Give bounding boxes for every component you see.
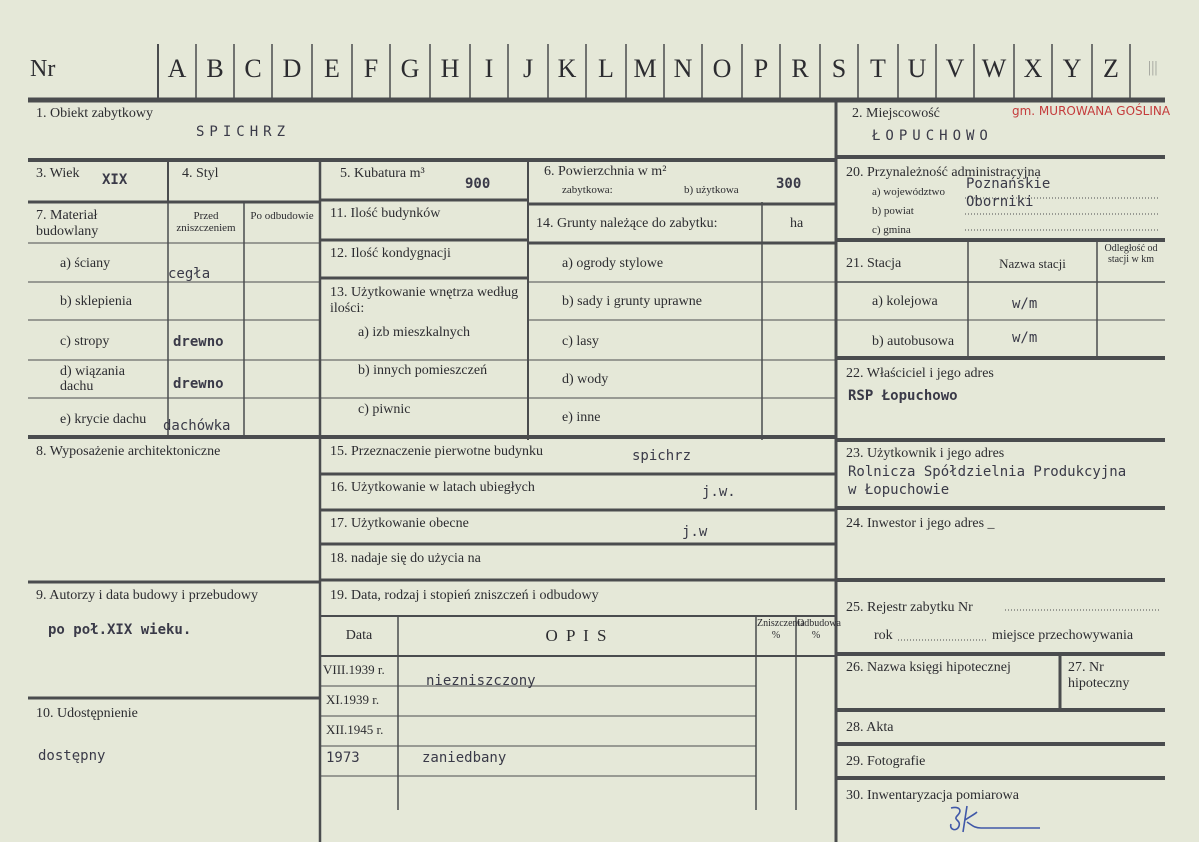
letter-a: A bbox=[167, 54, 187, 83]
f20-a-value: Poznańskie bbox=[966, 176, 1051, 192]
letter-s: S bbox=[831, 54, 847, 83]
f21-label: 21. Stacja bbox=[846, 256, 902, 271]
f3-label: 3. Wiek bbox=[36, 166, 80, 181]
f21-col-name: Nazwa stacji bbox=[999, 256, 1066, 271]
letter-f: F bbox=[363, 54, 379, 83]
f10-value: dostępny bbox=[38, 748, 106, 764]
f14-item: b) sady i grunty uprawne bbox=[562, 294, 702, 309]
f3-value: XIX bbox=[102, 172, 128, 188]
f26-label: 26. Nazwa księgi hipotecznej bbox=[846, 660, 1011, 675]
f14-item: e) inne bbox=[562, 410, 601, 425]
f5-label: 5. Kubatura m³ bbox=[340, 166, 425, 181]
f22-value: RSP Łopuchowo bbox=[848, 388, 958, 404]
f14-item: d) wody bbox=[562, 372, 609, 387]
f13-item: a) izb mieszkalnych bbox=[358, 325, 470, 340]
f2-label: 2. Miejscowość bbox=[852, 106, 940, 121]
f18-label: 18. nadaje się do użycia na bbox=[330, 551, 481, 566]
f17-value: j.w bbox=[682, 524, 708, 540]
f19-row-desc: zaniedbany bbox=[422, 750, 507, 766]
f16-value: j.w. bbox=[702, 484, 736, 500]
f23-value-1: Rolnicza Spółdzielnia Produkcyjna bbox=[848, 464, 1127, 480]
f6-sub-b: b) użytkowa bbox=[684, 184, 739, 196]
letter-k: K bbox=[557, 54, 577, 83]
f7-row-label: d) wiązania dachu bbox=[60, 364, 125, 394]
f25-miejsce: miejsce przechowywania bbox=[992, 628, 1134, 643]
f20-b-label: b) powiat bbox=[872, 205, 914, 217]
letter-z: Z bbox=[1103, 54, 1119, 83]
f1-value: SPICHRZ bbox=[196, 124, 291, 140]
f17-label: 17. Użytkowanie obecne bbox=[330, 516, 469, 531]
f10-label: 10. Udostępnienie bbox=[36, 706, 138, 721]
letter-p: P bbox=[753, 54, 769, 83]
f13-label: 13. Użytkowanie wnętrza według ilości: bbox=[330, 285, 519, 316]
f8-label: 8. Wyposażenie architektoniczne bbox=[36, 444, 221, 459]
f19-row-date: 1973 bbox=[326, 750, 360, 766]
f21-row-name: w/m bbox=[1012, 330, 1038, 346]
f21-row-label: a) kolejowa bbox=[872, 294, 938, 309]
nr-label: Nr bbox=[30, 56, 56, 82]
f27-label: 27. Nr hipoteczny bbox=[1068, 660, 1130, 691]
corner-mark: ||| bbox=[1148, 59, 1158, 76]
f9-value: po poł.XIX wieku. bbox=[48, 622, 192, 638]
f23-label: 23. Użytkownik i jego adres bbox=[846, 446, 1005, 461]
f2-note: gm. MUROWANA GOŚLINA bbox=[1012, 104, 1171, 118]
f7-col-after: Po odbudowie bbox=[250, 210, 314, 222]
f6-sub-a: zabytkowa: bbox=[562, 184, 613, 196]
f5-value: 900 bbox=[465, 176, 491, 192]
letter-g: G bbox=[400, 54, 420, 83]
f19-label: 19. Data, rodzaj i stopień zniszczeń i odbudowy bbox=[330, 588, 599, 603]
letter-n: N bbox=[673, 54, 693, 83]
f7-col-before: Przed zniszczeniem bbox=[176, 210, 236, 234]
f7-row-label: c) stropy bbox=[60, 334, 110, 349]
f19-col-destroyed: Zniszczenia % bbox=[757, 618, 805, 641]
letter-c: C bbox=[244, 54, 262, 83]
f23-value-2: w Łopuchowie bbox=[848, 482, 950, 498]
signature-mark bbox=[945, 802, 1045, 836]
f19-col-rebuilt: Odbudowa % bbox=[797, 618, 841, 641]
f22-label: 22. Właściciel i jego adres bbox=[846, 366, 994, 381]
f9-label: 9. Autorzy i data budowy i przebudowy bbox=[36, 588, 259, 603]
f20-label: 20. Przynależność administracyjna bbox=[846, 165, 1041, 180]
letter-v: V bbox=[945, 54, 965, 83]
letter-j: J bbox=[522, 54, 534, 83]
f20-a-label: a) województwo bbox=[872, 186, 946, 198]
f29-label: 29. Fotografie bbox=[846, 754, 926, 769]
letter-t: T bbox=[870, 54, 886, 83]
f19-col-date: Data bbox=[345, 628, 373, 643]
f7-row-label: e) krycie dachu bbox=[60, 412, 147, 427]
f15-value: spichrz bbox=[632, 448, 692, 464]
f25-rok: rok bbox=[874, 628, 893, 643]
f1-label: 1. Obiekt zabytkowy bbox=[36, 106, 154, 121]
f19-row-date: XI.1939 r. bbox=[326, 692, 380, 707]
letter-d: D bbox=[282, 54, 302, 83]
f30-label: 30. Inwentaryzacja pomiarowa bbox=[846, 788, 1019, 803]
f21-col-dist: Odległość od stacji w km bbox=[1104, 243, 1158, 265]
f25-label: 25. Rejestr zabytku Nr bbox=[846, 600, 973, 615]
f7-row-before: dachówka bbox=[163, 418, 231, 434]
letter-r: R bbox=[791, 54, 809, 83]
f14-label: 14. Grunty należące do zabytku: bbox=[536, 216, 718, 231]
f7-row-before: drewno bbox=[173, 334, 224, 350]
f14-unit: ha bbox=[790, 216, 804, 231]
f19-col-desc: O P I S bbox=[545, 626, 609, 645]
letter-x: X bbox=[1023, 54, 1043, 83]
letter-y: Y bbox=[1062, 54, 1082, 83]
letter-m: M bbox=[633, 54, 657, 83]
f19-row-date: XII.1945 r. bbox=[326, 722, 384, 737]
f2-value: ŁOPUCHOWO bbox=[872, 128, 993, 144]
f6-value: 300 bbox=[776, 176, 802, 192]
f14-item: c) lasy bbox=[562, 334, 599, 349]
letter-e: E bbox=[324, 54, 340, 83]
f16-label: 16. Użytkowanie w latach ubiegłych bbox=[330, 480, 535, 495]
f7-row-label: a) ściany bbox=[60, 256, 111, 271]
letter-i: I bbox=[484, 54, 494, 83]
f11-label: 11. Ilość budynków bbox=[330, 206, 441, 221]
f19-row-desc: niezniszczony bbox=[426, 673, 536, 689]
letter-h: H bbox=[440, 54, 460, 83]
f7-row-before: cegła bbox=[168, 266, 211, 282]
f7-label: 7. Materiał budowlany bbox=[36, 208, 99, 239]
letter-u: U bbox=[907, 54, 927, 83]
letter-b: B bbox=[206, 54, 224, 83]
f20-b-value: Oborniki bbox=[966, 194, 1034, 210]
f24-label: 24. Inwestor i jego adres _ bbox=[846, 516, 995, 531]
f13-item: c) piwnic bbox=[358, 402, 411, 417]
f15-label: 15. Przeznaczenie pierwotne budynku bbox=[330, 444, 544, 459]
f13-item: b) innych pomieszczeń bbox=[358, 363, 488, 378]
f21-row-name: w/m bbox=[1012, 296, 1038, 312]
f12-label: 12. Ilość kondygnacji bbox=[330, 246, 451, 261]
f28-label: 28. Akta bbox=[846, 720, 894, 735]
f4-label: 4. Styl bbox=[182, 166, 219, 181]
f7-row-label: b) sklepienia bbox=[60, 294, 132, 309]
f7-row-before: drewno bbox=[173, 376, 224, 392]
letter-w: W bbox=[981, 54, 1007, 83]
f21-row-label: b) autobusowa bbox=[872, 334, 955, 349]
f14-item: a) ogrody stylowe bbox=[562, 256, 664, 271]
letter-o: O bbox=[712, 54, 732, 83]
f6-label: 6. Powierzchnia w m² bbox=[544, 164, 667, 179]
f20-c-label: c) gmina bbox=[872, 224, 911, 236]
letter-l: L bbox=[598, 54, 614, 83]
f19-row-date: VIII.1939 r. bbox=[323, 662, 385, 677]
